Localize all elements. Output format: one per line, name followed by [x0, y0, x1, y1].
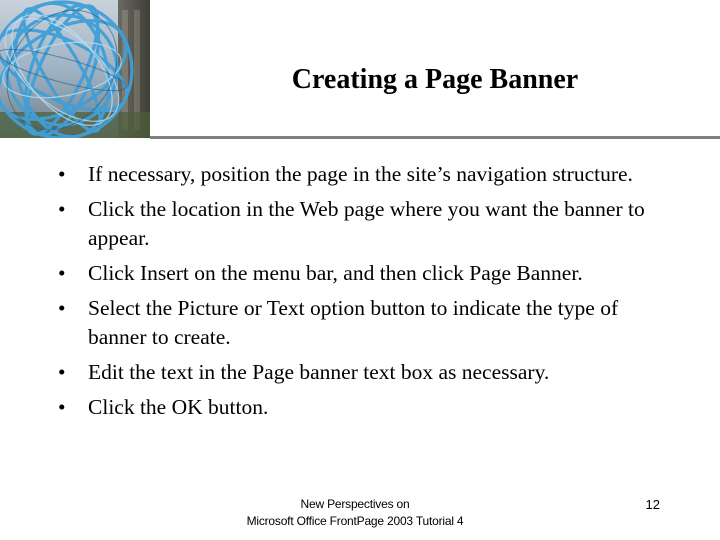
- footer-line-1: New Perspectives on: [300, 497, 410, 511]
- bullet-item: [58, 393, 668, 422]
- bullet-text: Edit the text in the Page banner text box as necessary.: [88, 360, 550, 384]
- bullet-item: [58, 160, 668, 189]
- globe-sculpture-image: [0, 0, 150, 138]
- bullet-item: [58, 358, 668, 387]
- footer-caption: [200, 496, 510, 530]
- bullet-marker: •: [58, 360, 66, 384]
- bullet-marker: •: [58, 261, 66, 285]
- bullet-item: [58, 195, 668, 253]
- bullet-item: [58, 294, 668, 352]
- bullet-item: [58, 259, 668, 288]
- bullet-text: Click the location in the Web page where you want the banner to appear.: [88, 197, 645, 250]
- page-number: 12: [645, 497, 660, 512]
- slide-title: Creating a Page Banner: [291, 64, 579, 95]
- bullet-marker: •: [58, 395, 66, 419]
- header-divider: [150, 136, 720, 139]
- bullet-marker: •: [58, 197, 66, 221]
- globe-sculpture-photo: [0, 0, 150, 138]
- bullet-text: Click the OK button.: [88, 395, 269, 419]
- bullet-text: Click Insert on the menu bar, and then click Page Banner.: [88, 261, 583, 285]
- bullet-marker: •: [58, 162, 66, 186]
- bullet-list: [58, 160, 668, 428]
- bullet-text: If necessary, position the page in the site’s navigation structure.: [88, 162, 633, 186]
- bullet-text: Select the Picture or Text option button to indicate the type of banner to create.: [88, 296, 619, 349]
- bullet-marker: •: [58, 296, 66, 320]
- footer-line-2: Microsoft Office FrontPage 2003 Tutorial 4: [246, 514, 464, 528]
